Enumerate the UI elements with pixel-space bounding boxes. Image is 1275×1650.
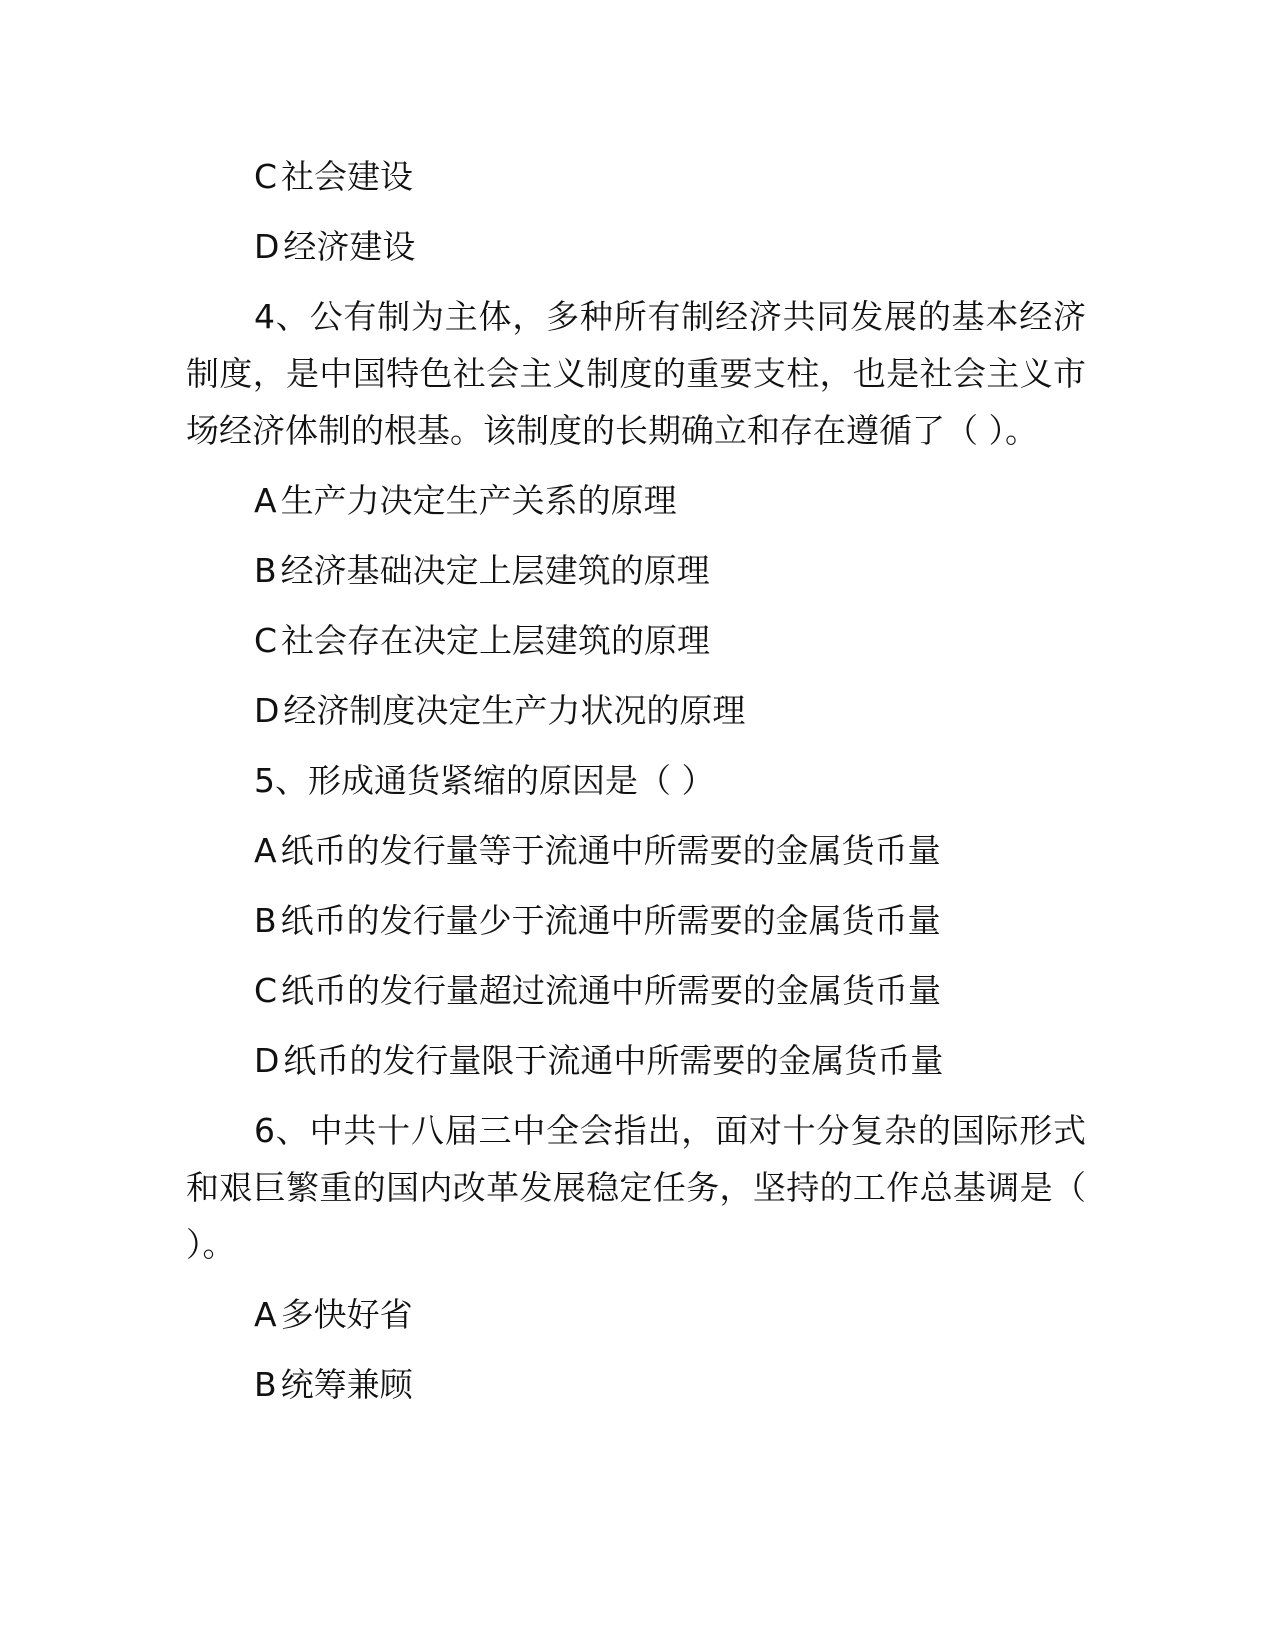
option-letter: B xyxy=(254,1365,277,1404)
option-letter: B xyxy=(254,551,277,590)
page-content xyxy=(186,148,1086,1426)
option-text: 多快好省 xyxy=(280,1295,413,1334)
option-text: 社会存在决定上层建筑的原理 xyxy=(281,621,711,660)
option-letter: A xyxy=(254,1295,277,1334)
option-letter: C xyxy=(254,621,278,660)
option-text: 纸币的发行量等于流通中所需要的金属货币量 xyxy=(280,831,941,870)
option-letter: D xyxy=(254,691,280,730)
question-4: 4、公有制为主体，多种所有制经济共同发展的基本经济制度，是中国特色社会主义制度的重要支柱，也是社会主义市场经济体制的根基。该制度的长期确立和存在遵循了（ ）。 xyxy=(186,297,1086,450)
option-a-q6 xyxy=(186,1286,1086,1343)
option-d-q4 xyxy=(186,682,1086,739)
option-text: 经济基础决定上层建筑的原理 xyxy=(280,551,710,590)
option-d-q3 xyxy=(186,218,1086,275)
option-text: 经济建设 xyxy=(283,227,416,266)
option-a-q4 xyxy=(186,472,1086,529)
option-d-q5 xyxy=(186,1032,1086,1089)
option-b-q6 xyxy=(186,1356,1086,1413)
option-letter: C xyxy=(254,971,278,1010)
option-text: 纸币的发行量超过流通中所需要的金属货币量 xyxy=(281,971,942,1010)
question-6: 6、中共十八届三中全会指出，面对十分复杂的国际形式和艰巨繁重的国内改革发展稳定任务，坚持的工作总基调是（ ）。 xyxy=(186,1111,1086,1264)
option-c-q3 xyxy=(186,148,1086,205)
option-text: 社会建设 xyxy=(281,157,414,196)
option-text: 纸币的发行量限于流通中所需要的金属货币量 xyxy=(283,1041,944,1080)
question-5: 5、形成通货紧缩的原因是（ ） xyxy=(254,761,715,800)
option-letter: D xyxy=(254,227,280,266)
option-text: 经济制度决定生产力状况的原理 xyxy=(283,691,746,730)
option-letter: B xyxy=(254,901,277,940)
option-a-q5 xyxy=(186,822,1086,879)
option-letter: C xyxy=(254,157,278,196)
option-letter: A xyxy=(254,481,277,520)
option-text: 纸币的发行量少于流通中所需要的金属货币量 xyxy=(280,901,941,940)
option-text: 统筹兼顾 xyxy=(280,1365,413,1404)
option-c-q4 xyxy=(186,612,1086,669)
option-b-q4 xyxy=(186,542,1086,599)
option-text: 生产力决定生产关系的原理 xyxy=(280,481,677,520)
option-letter: A xyxy=(254,831,277,870)
option-c-q5 xyxy=(186,962,1086,1019)
option-b-q5 xyxy=(186,892,1086,949)
option-letter: D xyxy=(254,1041,280,1080)
